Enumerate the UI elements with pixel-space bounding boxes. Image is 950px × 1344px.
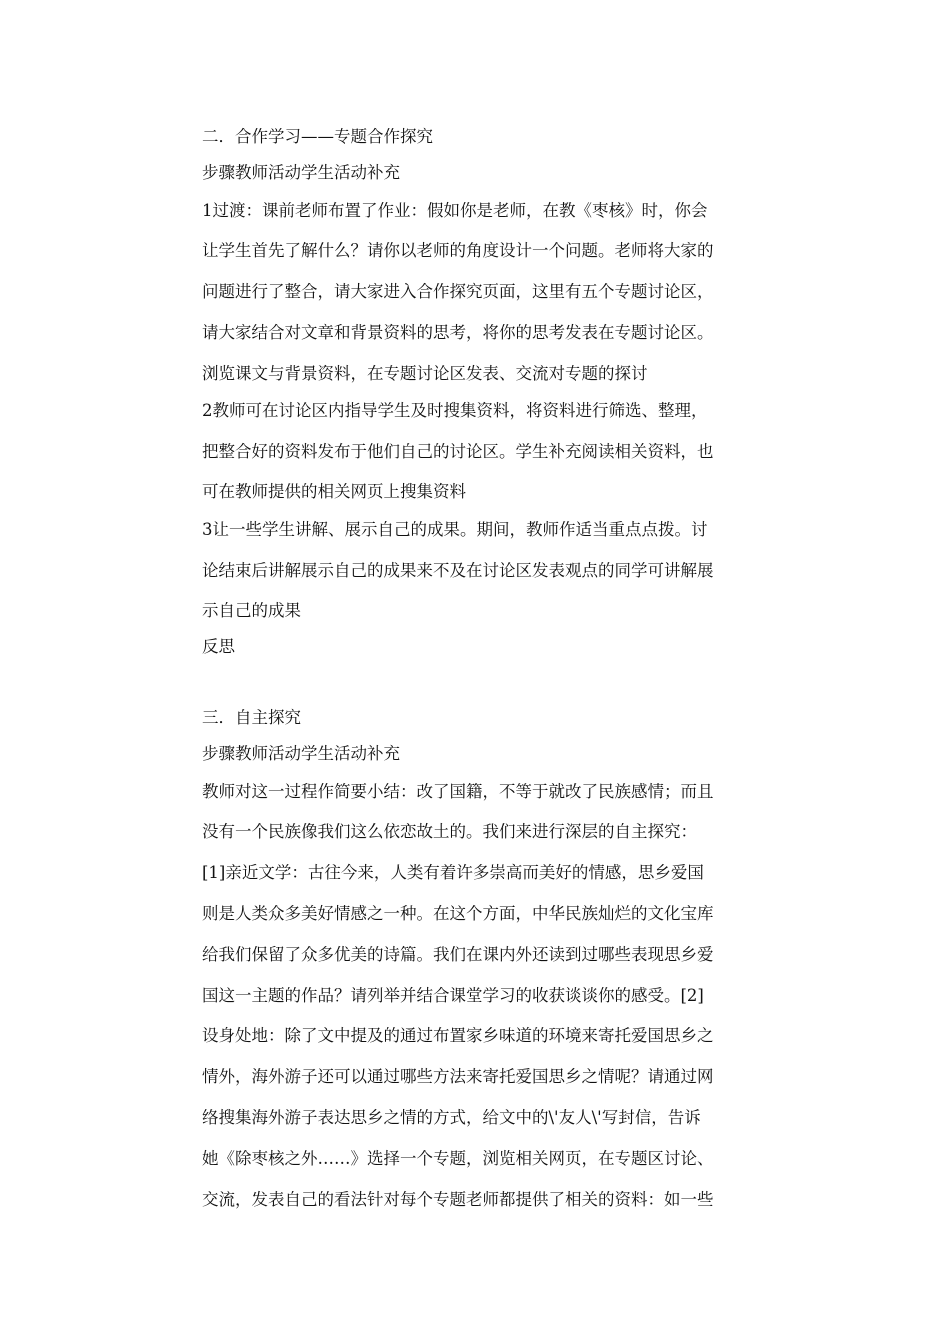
section-heading: 三．自主探究 (202, 708, 301, 727)
paragraph-line: 设身处地：除了文中提及的通过布置家乡味道的环境来寄托爱国思乡之 (202, 1026, 714, 1045)
paragraph-line: 则是人类众多美好情感之一种。在这个方面，中华民族灿烂的文化宝库 (202, 904, 714, 923)
paragraph-line: 问题进行了整合，请大家进入合作探究页面，这里有五个专题讨论区， (202, 282, 714, 301)
paragraph-line: 把整合好的资料发布于他们自己的讨论区。学生补充阅读相关资料，也 (202, 442, 714, 461)
paragraph-line: 交流，发表自己的看法针对每个专题老师都提供了相关的资料：如一些 (202, 1190, 714, 1209)
paragraph-line: 情外，海外游子还可以通过哪些方法来寄托爱国思乡之情呢？请通过网 (202, 1067, 714, 1086)
paragraph-line: 可在教师提供的相关网页上搜集资料 (202, 482, 466, 501)
paragraph-line: 1过渡：课前老师布置了作业：假如你是老师，在教《枣核》时，你会 (202, 201, 708, 220)
paragraph-line: 论结束后讲解展示自己的成果来不及在讨论区发表观点的同学可讲解展 (202, 561, 714, 580)
reflection-label: 反思 (202, 637, 235, 656)
table-header-row: 步骤教师活动学生活动补充 (202, 744, 400, 763)
paragraph-line: 请大家结合对文章和背景资料的思考，将你的思考发表在专题讨论区。 (202, 323, 714, 342)
paragraph-line: 3让一些学生讲解、展示自己的成果。期间，教师作适当重点点拨。讨 (202, 520, 708, 539)
paragraph-line: 她《除枣核之外……》选择一个专题，浏览相关网页，在专题区讨论、 (202, 1149, 714, 1168)
paragraph-line: 2教师可在讨论区内指导学生及时搜集资料，将资料进行筛选、整理， (202, 401, 708, 420)
paragraph-line: 没有一个民族像我们这么依恋故土的。我们来进行深层的自主探究： (202, 822, 697, 841)
paragraph-line: 示自己的成果 (202, 601, 301, 620)
paragraph-line: 让学生首先了解什么？请你以老师的角度设计一个问题。老师将大家的 (202, 241, 714, 260)
paragraph-line: 教师对这一过程作简要小结：改了国籍，不等于就改了民族感情；而且 (202, 782, 714, 801)
section-heading: 二．合作学习——专题合作探究 (202, 127, 433, 146)
paragraph-line: [1]亲近文学：古往今来，人类有着许多崇高而美好的情感，思乡爱国 (202, 863, 704, 882)
table-header-row: 步骤教师活动学生活动补充 (202, 163, 400, 182)
paragraph-line: 络搜集海外游子表达思乡之情的方式，给文中的\'友人\'写封信，告诉 (202, 1108, 701, 1127)
paragraph-line: 浏览课文与背景资料，在专题讨论区发表、交流对专题的探讨 (202, 364, 648, 383)
paragraph-line: 给我们保留了众多优美的诗篇。我们在课内外还读到过哪些表现思乡爱 (202, 945, 714, 964)
paragraph-line: 国这一主题的作品？请列举并结合课堂学习的收获谈谈你的感受。[2] (202, 986, 704, 1005)
